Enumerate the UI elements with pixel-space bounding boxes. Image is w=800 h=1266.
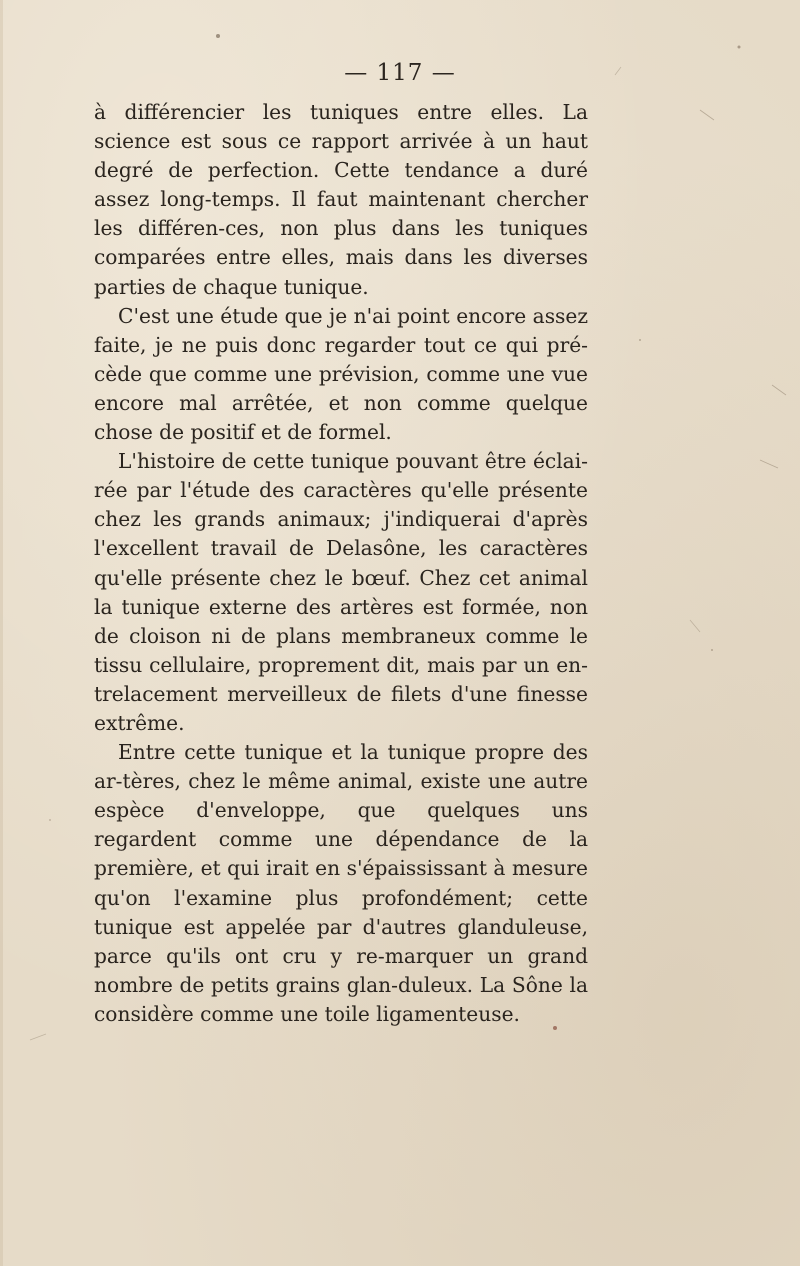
paragraph: Entre cette tunique et la tunique propre des ar-tères, chez le même animal, existe une autre espèce d'enveloppe, que quelques uns regardent comme une dépendance de la première, et qui irait en s'épaississant à mesure qu'on l'examine plus profondément; cette tunique est appelée par d'autres glanduleuse, parce qu'ils ont cru y re-marquer un grand nombre de petits grains glan-duleux. La Sône la considère comme une toile ligamenteuse. [94,740,588,1026]
paragraph: L'histoire de cette tunique pouvant être éclai-rée par l'étude des caractères qu'elle présente chez les grands animaux; j'indiquerai d'après l'excellent travail de Delasône, les caractères qu'elle présente chez le bœuf. Chez cet animal la tunique externe des artères est formée, non de cloison ni de plans membraneux comme le tissu cellulaire, proprement dit, mais par un en-trelacement merveilleux de filets d'une finesse extrême. [94,449,588,735]
paragraph: C'est une étude que je n'ai point encore assez faite, je ne puis donc regarder tout ce qui pré-cède que comme une prévision, comme une vue encore mal arrêtée, et non comme quelque chose de positif et de formel. [94,303,588,445]
page-number: — 117 — [344,60,456,86]
body-text [94,98,588,1029]
paragraph: à différencier les tuniques entre elles. La science est sous ce rapport arrivée à un haut degré de perfection. Cette tendance a duré assez long-temps. Il faut maintenant chercher les différen-ces, non plus dans les tuniques comparées entre elles, mais dans les diverses parties de chaque tunique. [94,100,588,299]
